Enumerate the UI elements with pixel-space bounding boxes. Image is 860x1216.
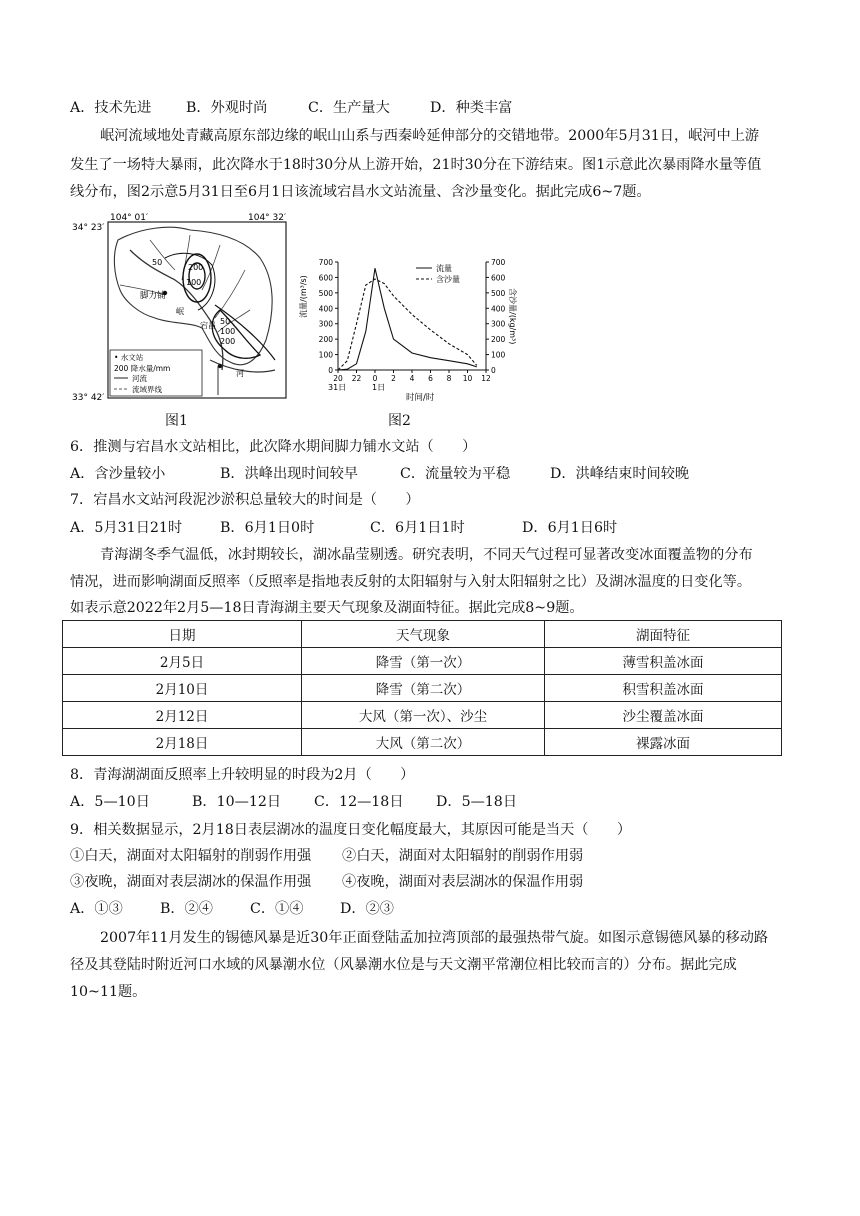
map-lat-top: 34° 23′ (72, 223, 105, 233)
passage2-line-2: 情况，进而影响湖面反照率（反照率是指地表反射的太阳辐射与入射太阳辐射之比）及湖冰温度的日变化等。 (70, 574, 752, 590)
y-tick-label-left: 400 (318, 304, 333, 314)
passage2-line-3: 如表示意2022年2月5—18日青海湖主要天气现象及湖面特征。据此完成8~9题。 (70, 600, 584, 616)
y-tick-label-right: 200 (491, 335, 506, 345)
q7-option-a: A．5月31日21时 (70, 520, 183, 536)
y-tick-label-left: 100 (318, 350, 333, 360)
table-cell-date: 2月5日 (63, 648, 302, 675)
table-cell-date: 2月18日 (63, 729, 302, 756)
map-label-min: 岷 (176, 307, 184, 316)
passage1-line-3: 线分布，图2示意5月31日至6月1日该流域宕昌水文站流量、含沙量变化。据此完成6~7题。 (70, 184, 651, 200)
map-legend-boundary: 流域界线 (132, 385, 162, 394)
passage2-line-1: 青海湖冬季气温低，冰封期较长，湖冰晶莹剔透。研究表明，不同天气过程可显著改变冰面覆盖物的分布 (100, 547, 753, 563)
figure1-caption: 图1 (165, 413, 188, 429)
map-label-50b: 50 (220, 317, 231, 326)
passage3-line-2: 径及其登陆时附近河口水域的风暴潮水位（风暴潮水位是与天文潮平常潮位相比较而言的）分布。据此完成 (70, 957, 737, 973)
passage1-line-2: 发生了一场特大暴雨，此次降水于18时30分从上游开始，21时30分在下游结束。图1示意此次暴雨降水量等值 (70, 157, 762, 173)
chart-date-31: 31日 (328, 383, 347, 392)
figure1-map (70, 210, 292, 406)
q5-option-b: B．外观时尚 (186, 100, 268, 116)
q7-stem: 7．宕昌水文站河段泥沙淤积总量较大的时间是（ ） (70, 492, 420, 508)
table-header-surface: 湖面特征 (545, 621, 782, 648)
table-header-weather: 天气现象 (302, 621, 545, 648)
chart-date-1: 1日 (372, 383, 386, 392)
y-tick-label-right: 300 (491, 319, 506, 329)
y-tick-label-left: 700 (318, 258, 333, 267)
q6-option-a: A．含沙量较小 (70, 466, 166, 482)
map-label-100a: 100 (186, 278, 202, 287)
y-tick-label-right: 600 (491, 273, 506, 283)
q8-option-a: A．5—10日 (70, 794, 150, 810)
passage1-line-1: 岷河流域地处青藏高原东部边缘的岷山山系与西秦岭延伸部分的交错地带。2000年5月31日，岷河中上游 (100, 128, 760, 144)
q9-option-a: A．①③ (70, 901, 123, 917)
x-tick-label: 0 (372, 374, 378, 383)
map-label-100b: 100 (220, 327, 236, 336)
q9-option-b: B．②④ (160, 901, 213, 917)
q6-options (70, 464, 689, 484)
q7-option-b: B．6月1日0时 (220, 520, 315, 536)
chart-xlabel: 时间/时 (406, 393, 435, 403)
y-tick-label-right: 0 (491, 366, 496, 375)
y-tick-label-right: 400 (491, 304, 506, 314)
y-tick-label-right: 100 (491, 350, 506, 360)
q5-option-c: C．生产量大 (308, 100, 390, 116)
x-tick-label: 8 (446, 374, 452, 383)
q6-stem: 6．推测与宕昌水文站相比，此次降水期间脚力铺水文站（ ） (70, 439, 477, 455)
y-tick-label-left: 300 (318, 319, 333, 329)
table-cell-date: 2月12日 (63, 702, 302, 729)
x-tick-label: 12 (481, 374, 491, 383)
map-lon-right: 104° 32′ (248, 213, 287, 223)
q5-option-d: D．种类丰富 (430, 100, 513, 116)
q5-options (70, 98, 512, 118)
y-tick-label-left: 500 (318, 288, 333, 298)
table-row (63, 675, 782, 702)
table-cell-weather: 大风（第一次）、沙尘 (302, 702, 545, 729)
q9-options (70, 899, 394, 919)
q6-option-c: C．流量较为平稳 (400, 466, 511, 482)
table-cell-surface: 沙尘覆盖冰面 (545, 702, 782, 729)
table-row (63, 702, 782, 729)
table-cell-surface: 薄雪积盖冰面 (545, 648, 782, 675)
y-tick-label-right: 700 (491, 258, 506, 267)
map-label-50a: 50 (152, 258, 163, 267)
q9-stem: 9．相关数据显示，2月18日表层湖冰的温度日变化幅度最大，其原因可能是当天（ ） (70, 822, 632, 838)
figure2-chart (298, 212, 523, 404)
table-cell-surface: 裸露冰面 (545, 729, 782, 756)
map-label-200a: 200 (188, 263, 204, 272)
q9-option-c: C．①④ (250, 901, 304, 917)
q9-statement-2: ②白天，湖面对太阳辐射的削弱作用弱 (342, 848, 584, 864)
table-cell-weather: 降雪（第一次） (302, 648, 545, 675)
chart-legend-flow: 流量 (436, 264, 452, 273)
q9-statements-row1 (70, 846, 583, 866)
table-row (63, 648, 782, 675)
map-lat-bottom: 33° 42′ (72, 393, 105, 403)
q7-option-c: C．6月1日1时 (370, 520, 465, 536)
q9-statement-3: ③夜晚，湖面对表层湖冰的保温作用强 (70, 874, 312, 890)
y-tick-label-left: 600 (318, 273, 333, 283)
q6-option-d: D．洪峰结束时间较晚 (550, 466, 690, 482)
passage3-line-1: 2007年11月发生的锡德风暴是近30年正面登陆孟加拉湾顶部的最强热带气旋。如图示意锡德风暴的移动路 (100, 930, 769, 946)
map-legend-river: 河流 (132, 374, 147, 383)
q7-option-d: D．6月1日6时 (522, 520, 618, 536)
x-tick-label: 2 (391, 374, 396, 383)
q9-statements-row2 (70, 872, 583, 892)
map-label-dangchang: 宕昌 (200, 321, 216, 330)
passage3-line-3: 10~11题。 (70, 984, 147, 1000)
q7-options (70, 518, 617, 538)
table-cell-weather: 降雪（第二次） (302, 675, 545, 702)
map-label-200b: 200 (220, 337, 236, 346)
q5-option-a: A．技术先进 (70, 100, 152, 116)
x-tick-label: 4 (409, 374, 415, 383)
q8-option-b: B．10—12日 (192, 794, 282, 810)
table-header-row (63, 621, 782, 648)
weather-table (62, 620, 782, 756)
q9-statement-4: ④夜晚，湖面对表层湖冰的保温作用弱 (342, 874, 584, 890)
q9-statement-1: ①白天，湖面对太阳辐射的削弱作用强 (70, 848, 312, 864)
x-tick-label: 6 (428, 374, 433, 383)
chart-ylabel-right: 含沙量/(kg/m³) (508, 288, 517, 345)
table-row (63, 729, 782, 756)
y-tick-label-left: 0 (328, 366, 333, 375)
x-tick-label: 22 (351, 374, 362, 383)
q8-option-d: D．5—18日 (436, 794, 518, 810)
table-cell-date: 2月10日 (63, 675, 302, 702)
q9-option-d: D．②③ (340, 901, 394, 917)
q8-options (70, 792, 517, 812)
table-cell-surface: 积雪积盖冰面 (545, 675, 782, 702)
map-label-jiaolipu: 脚力铺 (140, 291, 166, 301)
map-lon-left: 104° 01′ (110, 213, 149, 223)
q6-option-b: B．洪峰出现时间较早 (220, 466, 359, 482)
map-label-he: 河 (236, 369, 244, 378)
chart-axes (319, 258, 506, 383)
chart-ylabel-left: 流量/(m³/s) (299, 275, 308, 318)
map-legend-station: • 水文站 (114, 353, 144, 362)
chart-legend-sediment: 含沙量 (436, 275, 460, 284)
table-cell-weather: 大风（第二次） (302, 729, 545, 756)
y-tick-label-right: 500 (491, 288, 506, 298)
x-tick-label: 20 (333, 374, 343, 383)
q8-stem: 8．青海湖湖面反照率上升较明显的时段为2月（ ） (70, 767, 415, 783)
q8-option-c: C．12—18日 (314, 794, 404, 810)
y-tick-label-left: 200 (318, 335, 333, 345)
map-legend-isohyet: 200 降水量/mm (114, 364, 171, 373)
table-header-date: 日期 (63, 621, 302, 648)
x-tick-label: 10 (462, 374, 473, 383)
figure2-caption: 图2 (388, 413, 411, 429)
